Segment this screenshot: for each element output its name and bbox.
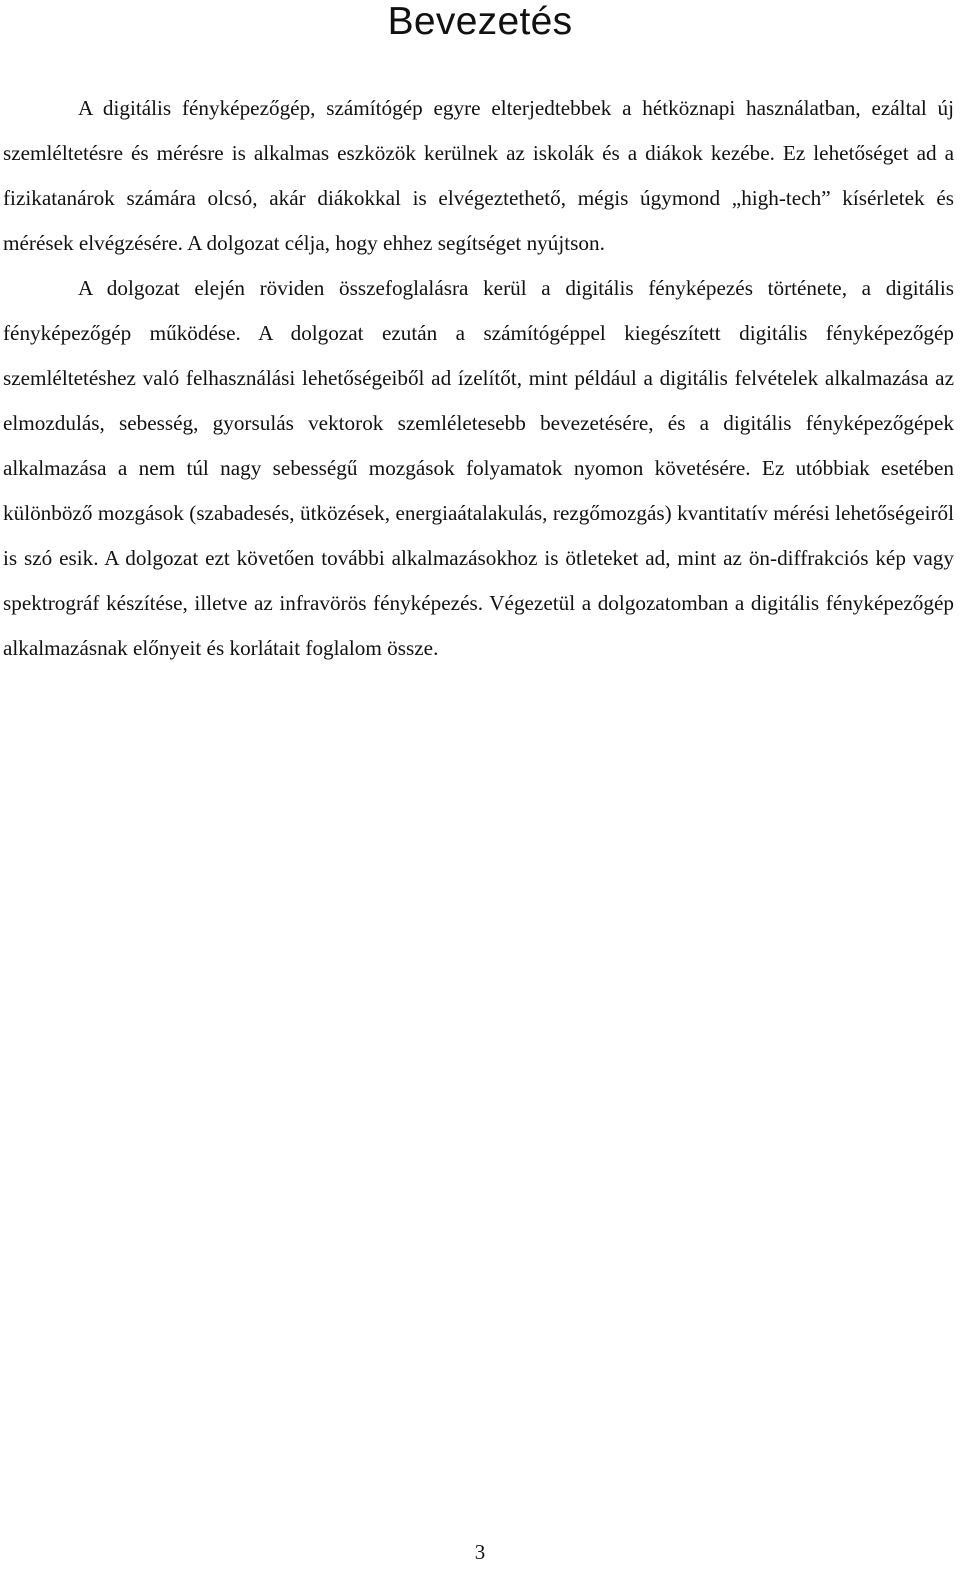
- paragraph-introduction: A digitális fényképezőgép, számítógép egyre elterjedtebbek a hétköznapi használatban, ezáltal új szemléltetésre és mérésre is alkalmas eszközök kerülnek az iskolák és a diákok kezébe. Ez lehetőséget ad a fizikatanárok számára olcsó, akár diákokkal is elvégeztethető, mégis úgymond „high-tech” kísérletek és mérések elvégzésére. A dolgozat célja, hogy ehhez segítséget nyújtson.: [3, 96, 954, 255]
- page-title: Bevezetés: [387, 0, 573, 43]
- paragraph-overview: A dolgozat elején röviden összefoglalásra kerül a digitális fényképezés története, a digitális fényképezőgép működése. A dolgozat ezután a számítógéppel kiegészített digitális fényképezőgép szemléltetéshez való felhasználási lehetőségeiből ad ízelítőt, mint például a digitális felvételek alkalmazása az elmozdulás, sebesség, gyorsulás vektorok szemléletesebb bevezetésére, és a digitális fényképezőgépek alkalmazása a nem túl nagy sebességű mozgások folyamatok nyomon követésére. Ez utóbbiak esetében különböző mozgások (szabadesés, ütközések, energiaátalakulás, rezgőmozgás) kvantitatív mérési lehetőségeiről is szó esik. A dolgozat ezt követően további alkalmazásokhoz is ötleteket ad, mint az ön-diffrakciós kép vagy spektrográf készítése, illetve az infravörös fényképezés. Végezetül a dolgozatomban a digitális fényképezőgép alkalmazásnak előnyeit és korlátait foglalom össze.: [3, 276, 954, 660]
- document-body: [3, 86, 954, 671]
- page-number: 3: [474, 1540, 486, 1564]
